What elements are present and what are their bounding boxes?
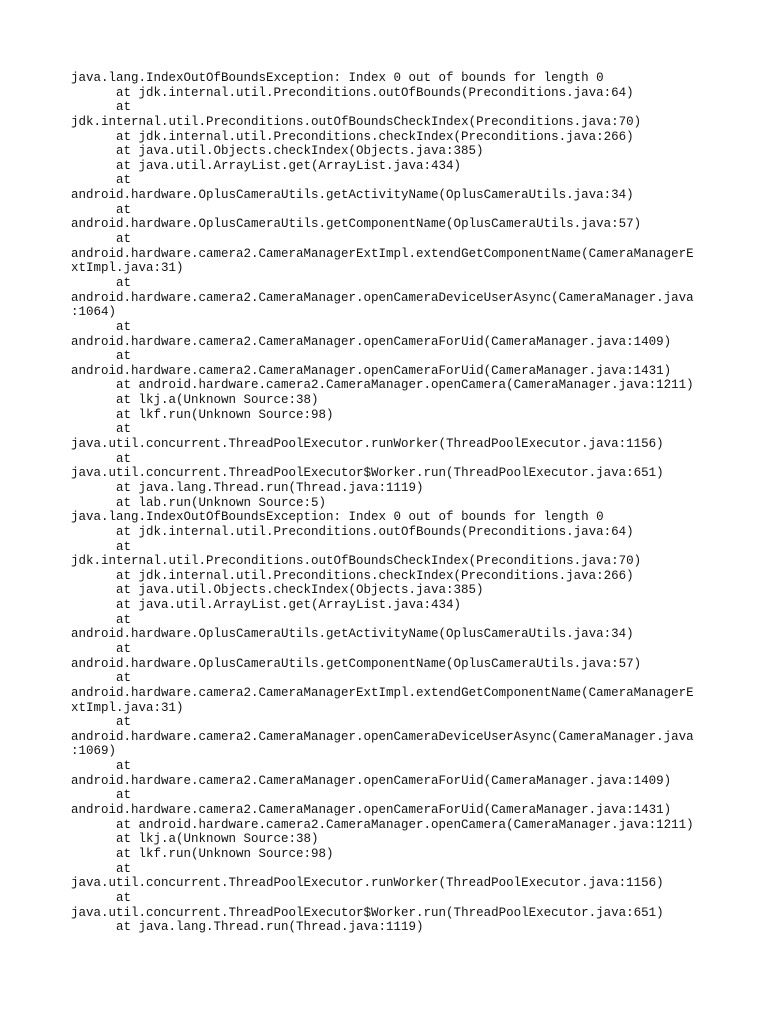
- stack-trace-line: at lkj.a(Unknown Source:38): [116, 393, 319, 408]
- stack-trace-line: at: [116, 202, 132, 217]
- stack-trace-line: android.hardware.camera2.CameraManager.openCameraForUid(CameraManager.java:1431): [71, 363, 672, 378]
- stack-trace-line: at: [116, 349, 132, 364]
- stack-trace-line: android.hardware.camera2.CameraManager.openCameraForUid(CameraManager.java:1431): [71, 803, 672, 818]
- stack-trace-line: at: [116, 641, 132, 656]
- stack-trace-line: at: [116, 612, 132, 627]
- stack-trace-line: at: [116, 788, 132, 803]
- stack-trace-line: at: [116, 232, 132, 247]
- stack-trace-line: :1064): [71, 305, 117, 320]
- stack-trace-line: java.lang.IndexOutOfBoundsException: Index 0 out of bounds for length 0: [71, 71, 604, 85]
- stack-trace-line: android.hardware.camera2.CameraManager.openCameraDeviceUserAsync(CameraManager.java: [71, 729, 694, 744]
- stack-trace-line: at jdk.internal.util.Preconditions.checkIndex(Preconditions.java:266): [116, 129, 634, 144]
- stack-trace-line: at: [116, 451, 132, 466]
- stack-trace-line: at: [116, 100, 132, 115]
- stack-trace-line: java.lang.IndexOutOfBoundsException: Index 0 out of bounds for length 0: [71, 510, 604, 525]
- stack-trace-line: at: [116, 319, 132, 334]
- stack-trace-line: android.hardware.camera2.CameraManager.openCameraForUid(CameraManager.java:1409): [71, 773, 672, 788]
- stack-trace-line: java.util.concurrent.ThreadPoolExecutor.runWorker(ThreadPoolExecutor.java:1156): [71, 876, 664, 891]
- stack-trace-line: at: [116, 671, 132, 686]
- stack-trace-line: :1069): [71, 744, 117, 759]
- stack-trace-line: android.hardware.camera2.CameraManager.openCameraDeviceUserAsync(CameraManager.java: [71, 290, 694, 305]
- stack-trace-line: java.util.concurrent.ThreadPoolExecutor$Worker.run(ThreadPoolExecutor.java:651): [71, 466, 664, 481]
- stack-trace-line: at jdk.internal.util.Preconditions.outOfBounds(Preconditions.java:64): [116, 524, 634, 539]
- stack-trace-line: at lkf.run(Unknown Source:98): [116, 846, 334, 861]
- stack-trace-line: at android.hardware.camera2.CameraManager.openCamera(CameraManager.java:1211): [116, 817, 694, 832]
- stack-trace-line: xtImpl.java:31): [71, 700, 184, 715]
- stack-trace-line: jdk.internal.util.Preconditions.outOfBoundsCheckIndex(Preconditions.java:70): [71, 114, 642, 129]
- stack-trace-line: at: [116, 759, 132, 774]
- stack-trace-line: at: [116, 422, 132, 437]
- stack-trace-document: [71, 71, 711, 935]
- stack-trace-line: at lkf.run(Unknown Source:98): [116, 407, 334, 422]
- stack-trace-line: at: [116, 275, 132, 290]
- stack-trace-line: at jdk.internal.util.Preconditions.outOfBounds(Preconditions.java:64): [116, 85, 634, 100]
- stack-trace-line: android.hardware.OplusCameraUtils.getComponentName(OplusCameraUtils.java:57): [71, 217, 642, 232]
- stack-trace-line: android.hardware.camera2.CameraManager.openCameraForUid(CameraManager.java:1409): [71, 334, 672, 349]
- stack-trace-line: at: [116, 890, 132, 905]
- stack-trace-line: java.util.concurrent.ThreadPoolExecutor$Worker.run(ThreadPoolExecutor.java:651): [71, 905, 664, 920]
- stack-trace-line: android.hardware.OplusCameraUtils.getActivityName(OplusCameraUtils.java:34): [71, 627, 634, 642]
- stack-trace-line: at jdk.internal.util.Preconditions.checkIndex(Preconditions.java:266): [116, 568, 634, 583]
- stack-trace-text: [71, 71, 711, 935]
- stack-trace-line: at lkj.a(Unknown Source:38): [116, 832, 319, 847]
- stack-trace-line: at java.util.ArrayList.get(ArrayList.java:434): [116, 598, 462, 613]
- stack-trace-line: at: [116, 539, 132, 554]
- stack-trace-line: at android.hardware.camera2.CameraManager.openCamera(CameraManager.java:1211): [116, 378, 694, 393]
- stack-trace-line: at java.util.Objects.checkIndex(Objects.java:385): [116, 583, 484, 598]
- stack-trace-line: android.hardware.camera2.CameraManagerExtImpl.extendGetComponentName(CameraManagerE: [71, 246, 694, 261]
- stack-trace-line: at: [116, 173, 132, 188]
- stack-trace-line: at java.lang.Thread.run(Thread.java:1119): [116, 920, 424, 935]
- stack-trace-line: jdk.internal.util.Preconditions.outOfBoundsCheckIndex(Preconditions.java:70): [71, 554, 642, 569]
- stack-trace-line: java.util.concurrent.ThreadPoolExecutor.runWorker(ThreadPoolExecutor.java:1156): [71, 437, 664, 452]
- stack-trace-line: xtImpl.java:31): [71, 261, 184, 276]
- stack-trace-line: android.hardware.camera2.CameraManagerExtImpl.extendGetComponentName(CameraManagerE: [71, 685, 694, 700]
- stack-trace-line: android.hardware.OplusCameraUtils.getComponentName(OplusCameraUtils.java:57): [71, 656, 642, 671]
- stack-trace-line: at java.util.Objects.checkIndex(Objects.java:385): [116, 144, 484, 159]
- stack-trace-line: at lab.run(Unknown Source:5): [116, 495, 327, 510]
- stack-trace-line: android.hardware.OplusCameraUtils.getActivityName(OplusCameraUtils.java:34): [71, 188, 634, 203]
- stack-trace-line: at java.util.ArrayList.get(ArrayList.java:434): [116, 158, 462, 173]
- stack-trace-line: at: [116, 715, 132, 730]
- stack-trace-line: at java.lang.Thread.run(Thread.java:1119): [116, 480, 424, 495]
- stack-trace-line: at: [116, 861, 132, 876]
